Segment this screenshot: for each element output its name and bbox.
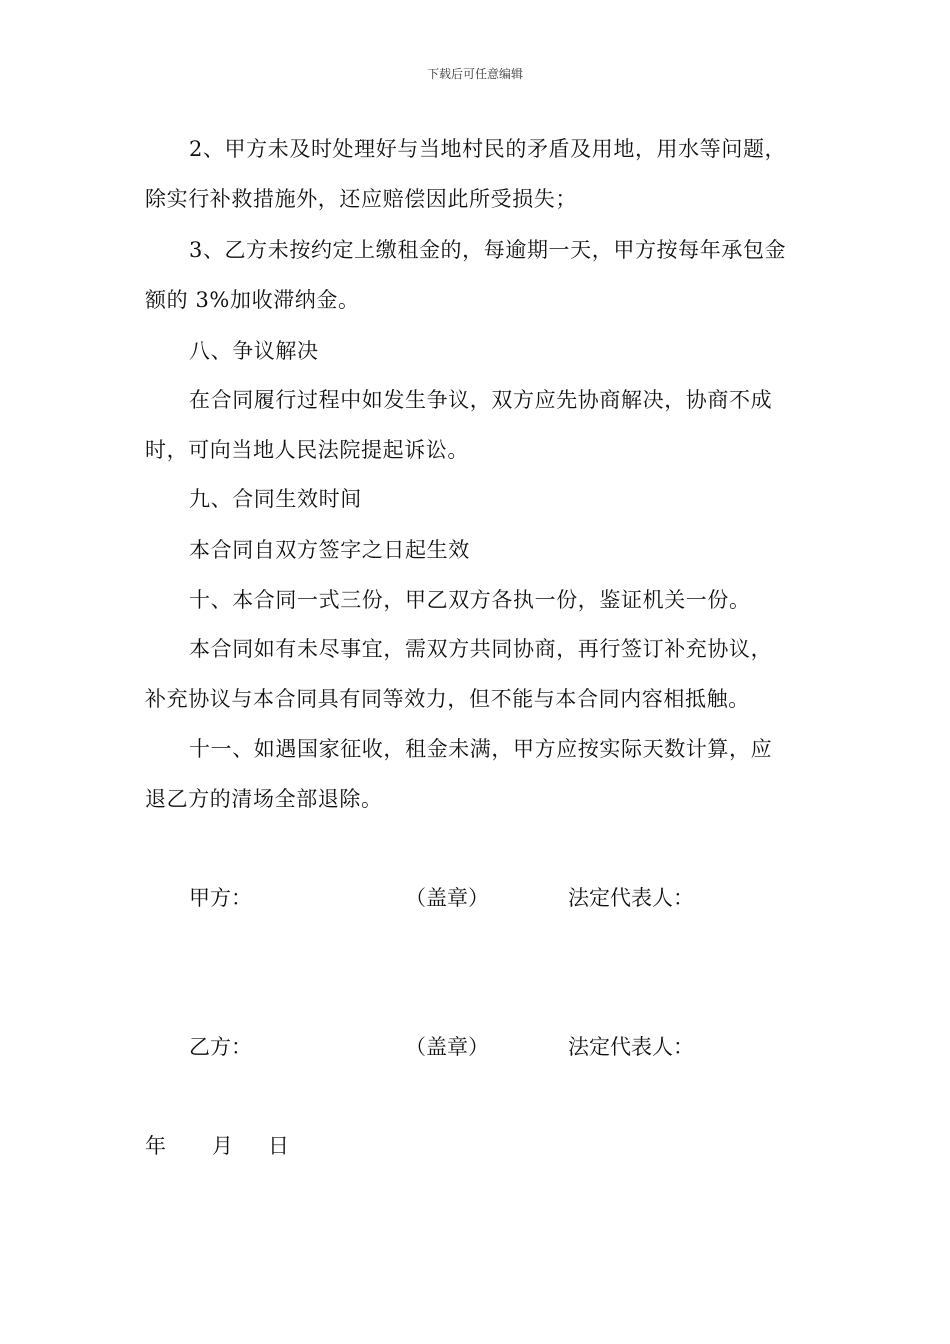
party-b-label: 乙方： (189, 1035, 252, 1059)
paragraph-line: 时，可向当地人民法院提起诉讼。 (145, 438, 469, 462)
paragraph-line: 本合同如有未尽事宜，需双方共同协商，再行签订补充协议， (189, 637, 773, 661)
paragraph-line: 3、乙方未按约定上缴租金的，每逾期一天，甲方按每年承包金 (189, 238, 787, 262)
page-header: 下载后可任意编辑 (426, 67, 523, 81)
party-a-seal: （盖章） (405, 886, 489, 910)
paragraph-line: 十、本合同一式三份，甲乙双方各执一份，鉴证机关一份。 (189, 588, 751, 612)
party-a-label: 甲方： (189, 886, 252, 910)
paragraph-line: 额的 3%加收滞纳金。 (145, 288, 360, 312)
paragraph-line: 十一、如遇国家征收，租金未满，甲方应按实际天数计算，应 (189, 737, 773, 761)
paragraph-line: 本合同自双方签字之日起生效 (189, 538, 470, 562)
party-a-representative: 法定代表人： (568, 886, 694, 910)
date-year: 年 (145, 1134, 166, 1158)
paragraph-line: 2、甲方未及时处理好与当地村民的矛盾及用地，用水等问题， (189, 137, 787, 161)
paragraph-line: 补充协议与本合同具有同等效力，但不能与本合同内容相抵触。 (145, 687, 750, 711)
paragraph-line: 退乙方的清场全部退除。 (145, 787, 383, 811)
date-month: 月 (212, 1134, 233, 1158)
date-day: 日 (268, 1134, 289, 1158)
party-b-seal: （盖章） (405, 1035, 489, 1059)
party-b-representative: 法定代表人： (568, 1035, 694, 1059)
paragraph-line: 除实行补救措施外，还应赔偿因此所受损失； (145, 187, 577, 211)
paragraph-line: 在合同履行过程中如发生争议，双方应先协商解决，协商不成 (189, 388, 773, 412)
section-heading: 八、争议解决 (189, 339, 319, 363)
section-heading: 九、合同生效时间 (189, 487, 362, 511)
